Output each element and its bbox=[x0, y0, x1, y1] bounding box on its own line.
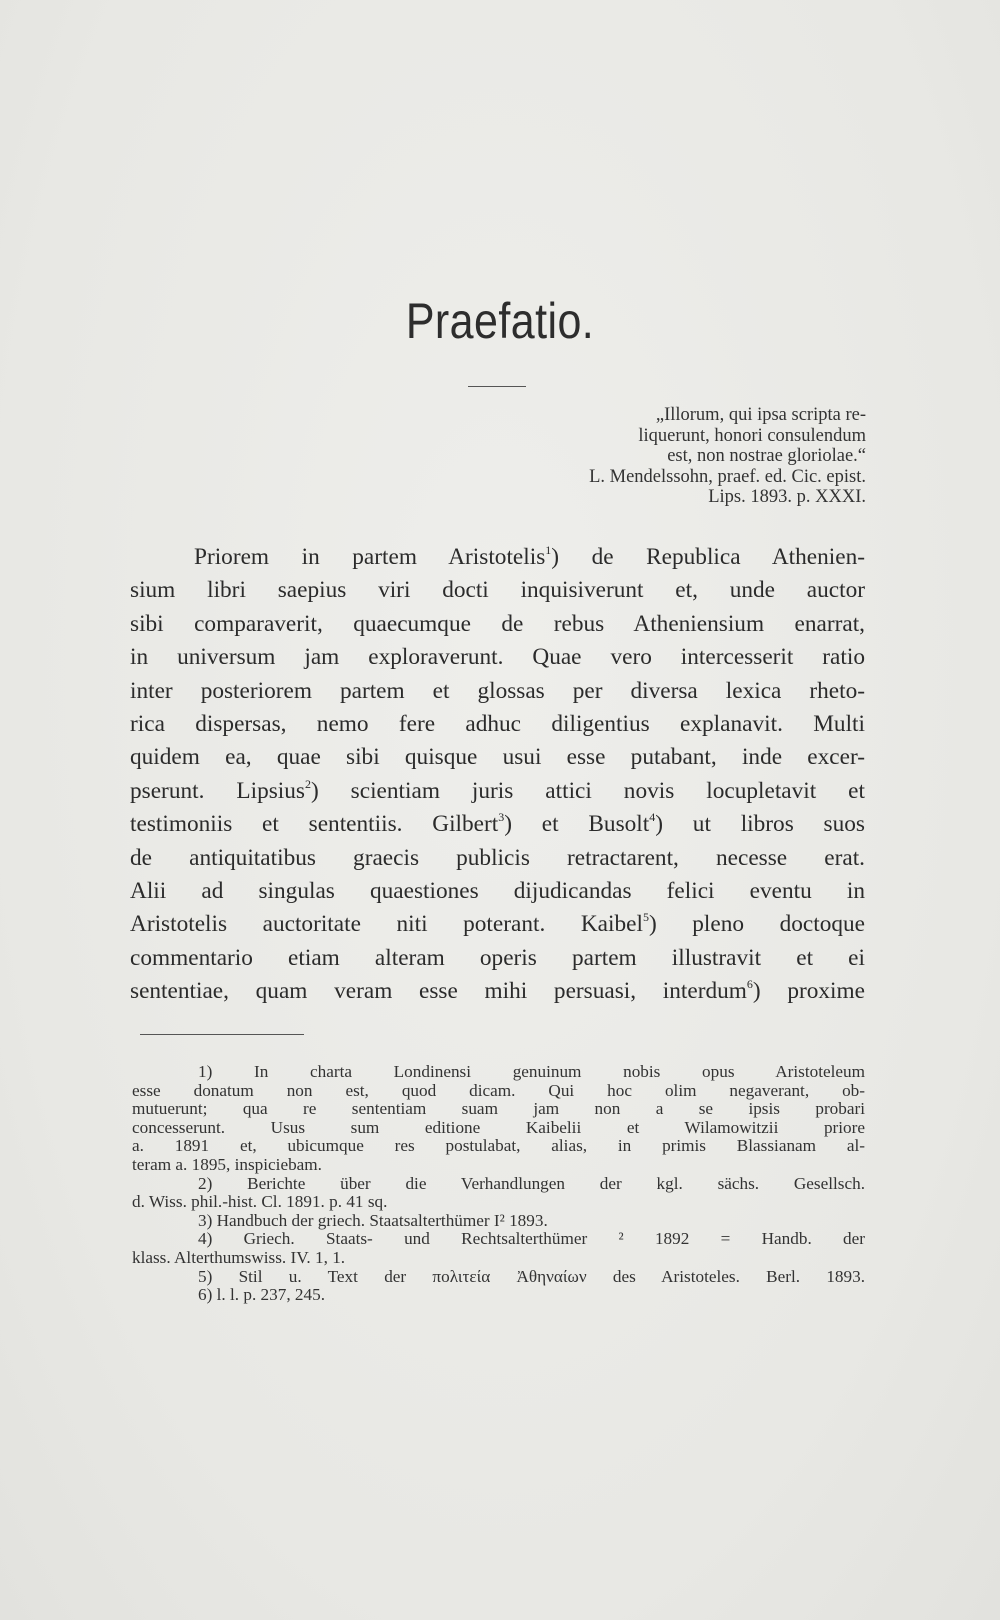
title-divider bbox=[468, 386, 526, 387]
page-title: Praefatio. bbox=[405, 293, 595, 349]
epigraph bbox=[470, 405, 866, 508]
body-line bbox=[130, 574, 865, 607]
footnote-marker: 5 bbox=[642, 910, 649, 925]
body-text-segment: Alii ad singulas quaestiones dijudicandas felici eventu in bbox=[130, 877, 865, 904]
body-line bbox=[130, 541, 865, 574]
epigraph-source: L. Mendelssohn, praef. ed. Cic. epist. bbox=[589, 466, 866, 487]
footnote-marker: 4 bbox=[649, 810, 656, 825]
footnote-line: teram a. 1895, inspiciebam. bbox=[132, 1154, 322, 1174]
body-text-segment: ) pleno doctoque bbox=[648, 911, 865, 938]
body-line bbox=[130, 641, 865, 674]
body-line bbox=[130, 908, 865, 941]
footnote-line: 3) Handbuch der griech. Staatsalterthümer I² 1893. bbox=[198, 1210, 548, 1230]
body-line bbox=[130, 842, 865, 875]
footnote-marker: 2 bbox=[304, 776, 311, 791]
footnote-marker: 6 bbox=[746, 977, 753, 992]
footnote-line: 1) In charta Londinensi genuinum nobis opus Aristoteleum bbox=[198, 1062, 865, 1081]
body-text bbox=[130, 541, 865, 1008]
body-text-segment: rica dispersas, nemo fere adhuc diligentius explanavit. Multi bbox=[130, 710, 865, 737]
epigraph-line: est, non nostrae gloriolae.“ bbox=[667, 446, 866, 466]
footnote-marker: 1 bbox=[545, 543, 552, 557]
body-line bbox=[130, 875, 865, 908]
body-text-segment: ) et Busolt bbox=[504, 811, 650, 838]
body-text-segment: ) scientiam juris attici novis locupletavit et bbox=[310, 777, 865, 804]
body-line bbox=[130, 775, 865, 808]
footnote-line: d. Wiss. phil.-hist. Cl. 1891. p. 41 sq. bbox=[132, 1192, 388, 1212]
footnote-line: esse donatum non est, quod dicam. Qui hoc olim negaverant, ob- bbox=[132, 1080, 865, 1100]
footnote-line: a. 1891 et, ubicumque res postulabat, alias, in primis Blassianam al- bbox=[132, 1136, 865, 1156]
footnote-line: 5) Stil u. Text der πολιτεία Ἀθηναίων des Aristoteles. Berl. 1893. bbox=[198, 1266, 865, 1286]
body-line bbox=[130, 942, 865, 975]
footnote-line: concesserunt. Usus sum editione Kaibelii et Wilamowitzii priore bbox=[132, 1117, 865, 1137]
footnotes bbox=[132, 1063, 865, 1305]
body-text-segment: de antiquitatibus graecis publicis retractarent, necesse erat. bbox=[130, 844, 865, 871]
body-text-segment: sibi comparaverit, quaecumque de rebus Atheniensium enarrat, bbox=[130, 610, 865, 637]
body-text-segment: ) ut libros suos bbox=[655, 811, 865, 838]
footnote-divider bbox=[140, 1034, 304, 1035]
epigraph-line: „Illorum, qui ipsa scripta re- bbox=[655, 405, 866, 425]
footnote-line: mutuerunt; qua re sententiam suam jam non a se ipsis probari bbox=[132, 1099, 865, 1119]
footnote-line: 6) l. l. p. 237, 245. bbox=[198, 1285, 325, 1305]
footnote-line: 4) Griech. Staats- und Rechtsalterthümer ² 1892 = Handb. der bbox=[198, 1229, 865, 1249]
body-text-segment: Aristotelis auctoritate niti poterant. Kaibel bbox=[130, 911, 643, 938]
body-text-segment: ) de Republica Athenien- bbox=[551, 544, 865, 570]
epigraph-line: liquerunt, honori consulendum bbox=[638, 425, 866, 446]
body-text-segment: sententiae, quam veram esse mihi persuasi, interdum bbox=[130, 978, 747, 1005]
body-text-segment: inter posteriorem partem et glossas per diversa lexica rheto- bbox=[130, 677, 865, 704]
body-line bbox=[130, 808, 865, 841]
body-line bbox=[130, 608, 865, 641]
body-text-segment: ) proxime bbox=[752, 978, 865, 1005]
body-line bbox=[130, 675, 865, 708]
body-text-segment: commentario etiam alteram operis partem illustravit et ei bbox=[130, 944, 865, 971]
body-line bbox=[130, 708, 865, 741]
body-text-segment: in universum jam exploraverunt. Quae vero intercesserit ratio bbox=[130, 644, 865, 671]
body-line bbox=[130, 975, 865, 1008]
body-text-segment: sium libri saepius viri docti inquisiverunt et, unde auctor bbox=[130, 577, 865, 604]
epigraph-source: Lips. 1893. p. XXXI. bbox=[708, 487, 866, 507]
body-text-segment: testimoniis et sententiis. Gilbert bbox=[130, 811, 499, 838]
footnote-line: klass. Alterthumswiss. IV. 1, 1. bbox=[132, 1247, 346, 1267]
body-line bbox=[130, 741, 865, 774]
footnote-marker: 3 bbox=[498, 810, 505, 825]
footnote-line: 2) Berichte über die Verhandlungen der kgl. sächs. Gesellsch. bbox=[198, 1173, 865, 1193]
body-text-segment: quidem ea, quae sibi quisque usui esse putabant, inde excer- bbox=[130, 744, 865, 771]
body-text-segment: pserunt. Lipsius bbox=[130, 777, 305, 804]
body-text-segment: Priorem in partem Aristotelis bbox=[194, 544, 546, 570]
